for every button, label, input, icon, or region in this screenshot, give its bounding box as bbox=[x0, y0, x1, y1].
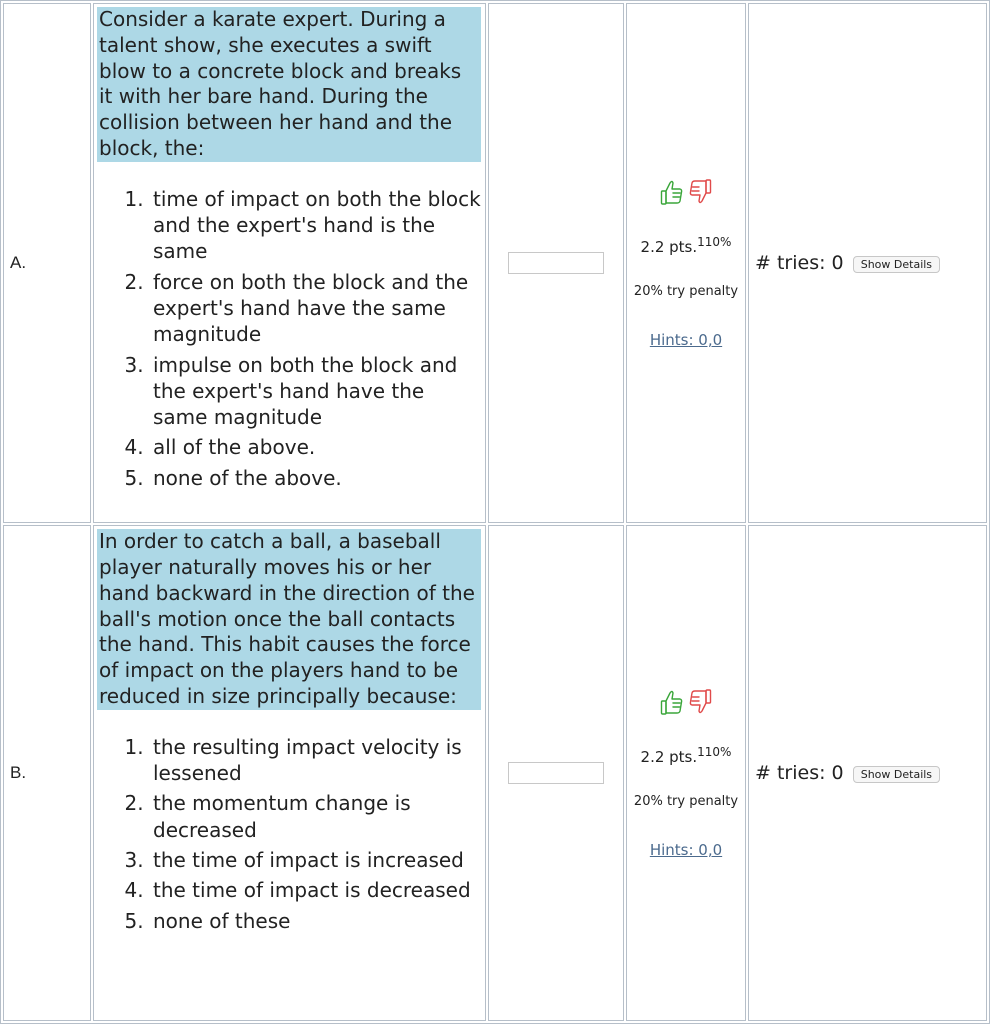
answer-cell bbox=[488, 3, 624, 523]
hints-link[interactable]: Hints: 0,0 bbox=[649, 331, 723, 350]
try-penalty: 20% try penalty bbox=[633, 794, 739, 810]
option-list bbox=[97, 186, 481, 491]
points-percent: 110% bbox=[697, 235, 732, 250]
tries-count: # tries: 0 bbox=[755, 762, 844, 785]
question-cell bbox=[93, 525, 486, 1021]
points-cell bbox=[626, 525, 746, 1021]
option-item: 4. all of the above. bbox=[150, 434, 481, 460]
option-item: 4. the time of impact is decreased bbox=[150, 877, 481, 903]
problem-row-a bbox=[3, 3, 987, 523]
question-cell bbox=[93, 3, 486, 523]
answer-input[interactable] bbox=[508, 252, 604, 274]
points-value bbox=[627, 235, 745, 256]
points-value bbox=[627, 745, 745, 766]
tries-cell bbox=[748, 525, 987, 1021]
points-text: 2.2 pts. bbox=[640, 748, 698, 767]
question-prompt: In order to catch a ball, a baseball player naturally moves his or her hand backward in the direction of the ball's motion once the ball contacts the hand. This habit causes the force of impact on the players hand to be reduced in size principally because: bbox=[97, 529, 481, 710]
answer-input[interactable] bbox=[508, 762, 604, 784]
option-item: 1. the resulting impact velocity is lessened bbox=[150, 734, 481, 787]
option-item: 2. force on both the block and the expert's hand have the same magnitude bbox=[150, 269, 481, 348]
hints-link[interactable]: Hints: 0,0 bbox=[649, 841, 723, 860]
option-item: 5. none of the above. bbox=[150, 465, 481, 491]
thumbs-up-icon[interactable] bbox=[660, 687, 684, 717]
show-details-button[interactable]: Show Details bbox=[853, 766, 940, 783]
option-item: 3. the time of impact is increased bbox=[150, 847, 481, 873]
thumbs-up-icon[interactable] bbox=[660, 177, 684, 207]
feedback-thumbs bbox=[627, 177, 745, 207]
try-penalty: 20% try penalty bbox=[633, 284, 739, 300]
problem-label: B. bbox=[3, 525, 91, 1021]
problem-row-b bbox=[3, 525, 987, 1021]
question-prompt: Consider a karate expert. During a talent show, she executes a swift blow to a concrete block and breaks it with her bare hand. During the collision between her hand and the block, the: bbox=[97, 7, 481, 162]
tries-cell bbox=[748, 3, 987, 523]
feedback-thumbs bbox=[627, 687, 745, 717]
option-item: 5. none of these bbox=[150, 908, 481, 934]
points-text: 2.2 pts. bbox=[640, 238, 698, 257]
option-item: 1. time of impact on both the block and the expert's hand is the same bbox=[150, 186, 481, 265]
option-list bbox=[97, 734, 481, 934]
points-percent: 110% bbox=[697, 745, 732, 760]
option-item: 3. impulse on both the block and the expert's hand have the same magnitude bbox=[150, 352, 481, 431]
problem-label: A. bbox=[3, 3, 91, 523]
points-cell bbox=[626, 3, 746, 523]
answer-cell bbox=[488, 525, 624, 1021]
thumbs-down-icon[interactable] bbox=[688, 687, 712, 717]
option-item: 2. the momentum change is decreased bbox=[150, 790, 481, 843]
tries-count: # tries: 0 bbox=[755, 252, 844, 275]
show-details-button[interactable]: Show Details bbox=[853, 256, 940, 273]
thumbs-down-icon[interactable] bbox=[688, 177, 712, 207]
